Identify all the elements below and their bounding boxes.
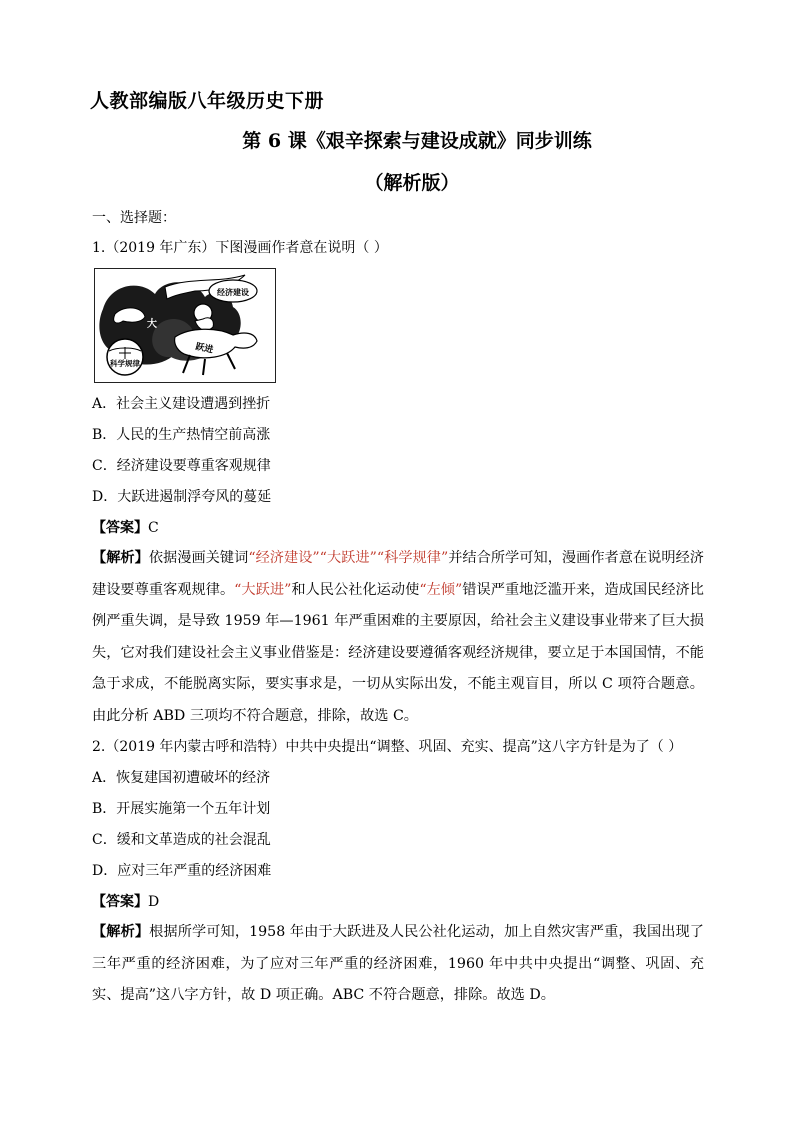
analysis-text: 根据所学可知，1958 年由于大跃进及人民公社化运动，加上自然灾害严重，我国出现了三年严重的经济困难，为了应对三年严重的经济困难，1960 年中共中央提出“调整、巩固、充实、提高”这八字方针，故 D 项正确。ABC 不符合题意，排除。故选 D。 [92,924,704,1003]
q1-option-a: A．社会主义建设遭遇到挫折 [92,396,271,412]
q2-answer [92,892,159,912]
cartoon-label-horse: 跃进 [194,342,215,356]
answer-tag: 【答案】 [92,894,148,910]
analysis-text: 和人民公社化运动使 [291,581,420,598]
analysis-text: 错误严重地泛滥开来，造成国民经济比例严重失调，是导致 1959 年—1961 年严重困难的主要原因，给社会主义建设事业带来了巨大损失，它对我们建设社会主义事业借鉴是：经济建设要遵循客观经济规律，要立足于本国国情，不能急于求成，不能脱离实际，要实事求是，一切从实际出发，不能主观盲目，所以 C 项符合题意。由此分析 ABD 三项均不符合题意，排除，故选 C。 [92,581,704,724]
q2-option-d: D．应对三年严重的经济困难 [92,863,272,879]
q2-option-b: B．开展实施第一个五年计划 [92,801,271,817]
cartoon-label-jump: 大 [147,319,157,330]
analysis-tag: 【解析】 [92,550,149,566]
cartoon-label-top: 经济建设 [217,288,249,297]
analysis-tag: 【解析】 [92,924,150,940]
q1-analysis [92,543,704,732]
analysis-keyword: “大跃进” [234,581,292,598]
analysis-text: 依据漫画关键词 [148,550,249,566]
q1-answer [92,518,159,538]
section-title: 一、选择题： [92,210,176,226]
analysis-text: 并结合所学可知，漫画作者意在说明经济建设要尊重客观规律。 [92,550,704,598]
cartoon-label-ball: 科学规律 [110,359,140,368]
analysis-keyword: “左倾” [419,581,463,598]
q2-option-c: C．缓和文革造成的社会混乱 [92,832,271,848]
version-label: （解析版） [364,172,460,194]
answer-tag: 【答案】 [92,520,148,536]
q1-option-d: D．大跃进遏制浮夸风的蔓延 [92,489,272,505]
q1-option-c: C．经济建设要尊重客观规律 [92,458,271,474]
q1-cartoon-image [94,268,276,383]
q2-option-a: A．恢复建国初遭破坏的经济 [92,770,271,786]
book-title: 人教部编版八年级历史下册 [90,90,325,112]
q1-option-b: B．人民的生产热情空前高涨 [92,427,271,443]
lesson-title: 第 6 课《艰辛探索与建设成就》同步训练 [242,130,592,152]
q2-analysis [92,917,704,1012]
q1-stem: 1.（2019 年广东）下图漫画作者意在说明（ ） [92,240,388,256]
q2-stem: 2.（2019 年内蒙古呼和浩特）中共中央提出“调整、巩固、充实、提高”这八字方针是为了（ ） [92,739,683,755]
answer-value: D [148,894,160,910]
cartoon-drawing [95,269,275,382]
analysis-keyword: “经济建设”“大跃进”“科学规律” [248,550,449,566]
answer-value: C [148,520,159,536]
